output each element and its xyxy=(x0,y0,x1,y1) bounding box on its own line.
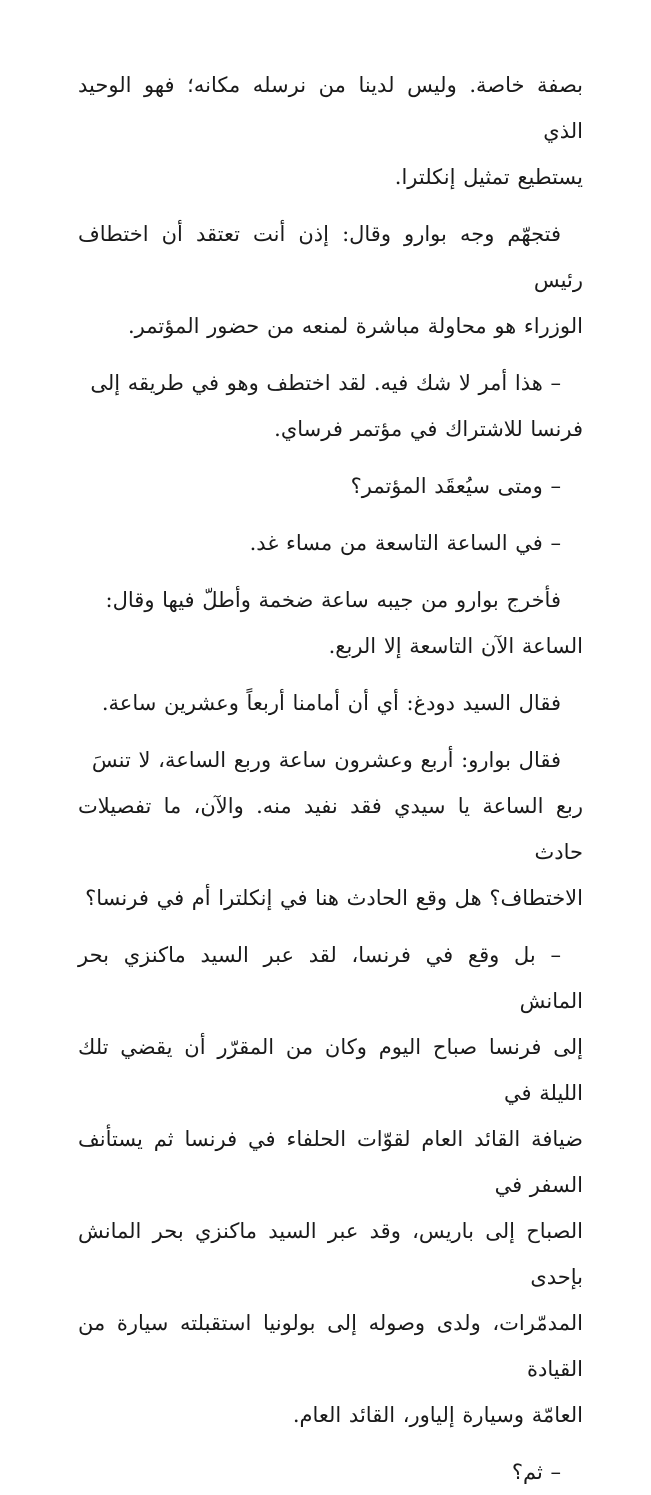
paragraph-5 xyxy=(78,520,583,566)
text-line: يستطيع تمثيل إنكلترا. xyxy=(394,165,583,189)
text-line: بصفة خاصة. وليس لدينا من نرسله مكانه؛ فهو الوحيد الذي xyxy=(78,73,583,143)
paragraph-6 xyxy=(78,577,583,669)
text-line: – ومتى سيُعقَد المؤتمر؟ xyxy=(350,474,561,498)
text-line: فقال بوارو: أربع وعشرون ساعة وربع الساعة، لا تنسَ xyxy=(91,748,561,772)
text-line: فرنسا للاشتراك في مؤتمر فرساي. xyxy=(274,417,583,441)
text-line: – في الساعة التاسعة من مساء غد. xyxy=(249,531,561,555)
paragraph-9 xyxy=(78,932,583,1438)
text-line: – هذا أمر لا شك فيه. لقد اختطف وهو في طريقه إلى xyxy=(90,371,561,395)
text-line: العامّة وسيارة إلياور، القائد العام. xyxy=(292,1403,583,1427)
paragraph-7 xyxy=(78,680,583,726)
paragraph-8 xyxy=(78,737,583,921)
text-line: فتجهّم وجه بوارو وقال: إذن أنت تعتقد أن اختطاف رئيس xyxy=(78,222,583,292)
text-line: فقال السيد دودغ: أي أن أمامنا أربعاً وعشرين ساعة. xyxy=(101,691,561,715)
text-line: الصباح إلى باريس، وقد عبر السيد ماكنزي بحر المانش بإحدى xyxy=(78,1219,583,1289)
paragraph-10 xyxy=(78,1449,583,1495)
text-line: الساعة الآن التاسعة إلا الربع. xyxy=(328,634,583,658)
text-line: ربع الساعة يا سيدي فقد نفيد منه. والآن، ما تفصيلات حادث xyxy=(78,794,583,864)
text-line: ضيافة القائد العام لقوّات الحلفاء في فرنسا ثم يستأنف السفر في xyxy=(78,1127,583,1197)
paragraph-2 xyxy=(78,211,583,349)
text-line: الوزراء هو محاولة مباشرة لمنعه من حضور المؤتمر. xyxy=(127,314,583,338)
paragraph-3 xyxy=(78,360,583,452)
text-line: المدمّرات، ولدى وصوله إلى بولونيا استقبلته سيارة من القيادة xyxy=(78,1311,583,1381)
text-line: الاختطاف؟ هل وقع الحادث هنا في إنكلترا أم في فرنسا؟ xyxy=(85,886,583,910)
paragraph-4 xyxy=(78,463,583,509)
text-line: – ثم؟ xyxy=(511,1460,561,1484)
text-line: – بل وقع في فرنسا، لقد عبر السيد ماكنزي بحر المانش xyxy=(78,943,583,1013)
text-line: فأخرج بوارو من جيبه ساعة ضخمة وأطلّ فيها وقال: xyxy=(105,588,561,612)
text-line: إلى فرنسا صباح اليوم وكان من المقرّر أن يقضي تلك الليلة في xyxy=(78,1035,583,1105)
book-page xyxy=(78,62,583,1495)
paragraph-1 xyxy=(78,62,583,200)
